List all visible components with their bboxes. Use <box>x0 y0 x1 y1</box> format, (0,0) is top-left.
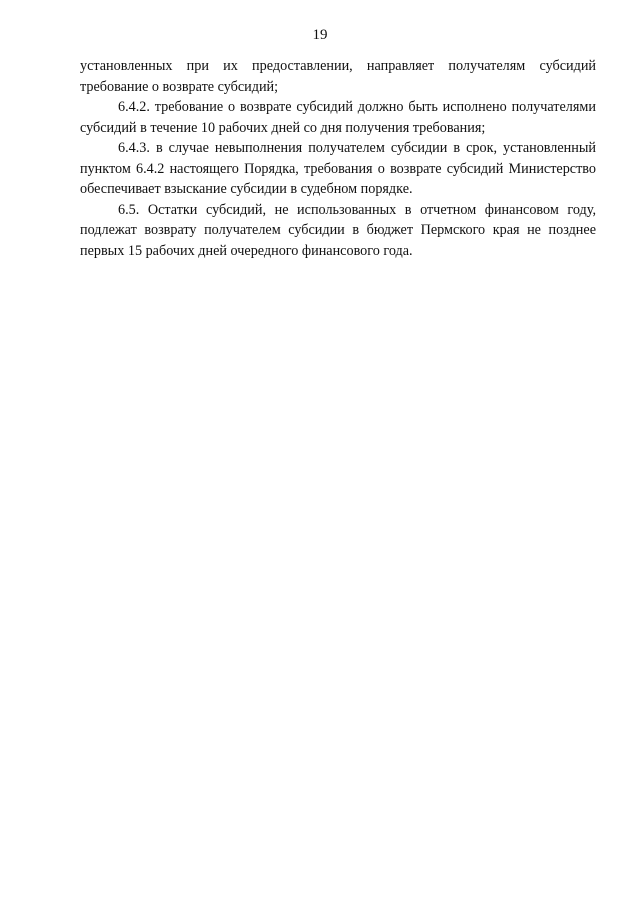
paragraph-6-5: 6.5. Остатки субсидий, не использованных в отчетном финансовом году, подлежат возврату получателем субсидии в бюджет Пермского края не позднее первых 15 рабочих дней очередного финансового года. <box>80 201 596 259</box>
paragraph-continuation: установленных при их предоставлении, направляет получателям субсидий требование о возврате субсидий; <box>80 58 596 95</box>
paragraph-6-4-3: 6.4.3. в случае невыполнения получателем субсидии в срок, установленный пунктом 6.4.2 настоящего Порядка, требования о возврате субсидий Министерство обеспечивает взыскание субсидии в судебном порядке. <box>80 140 596 197</box>
paragraph-6-4-2: 6.4.2. требование о возврате субсидий должно быть исполнено получателями субсидий в течение 10 рабочих дней со дня получения требования; <box>80 99 596 136</box>
page-number: 19 <box>312 27 328 43</box>
document-body <box>80 56 596 261</box>
